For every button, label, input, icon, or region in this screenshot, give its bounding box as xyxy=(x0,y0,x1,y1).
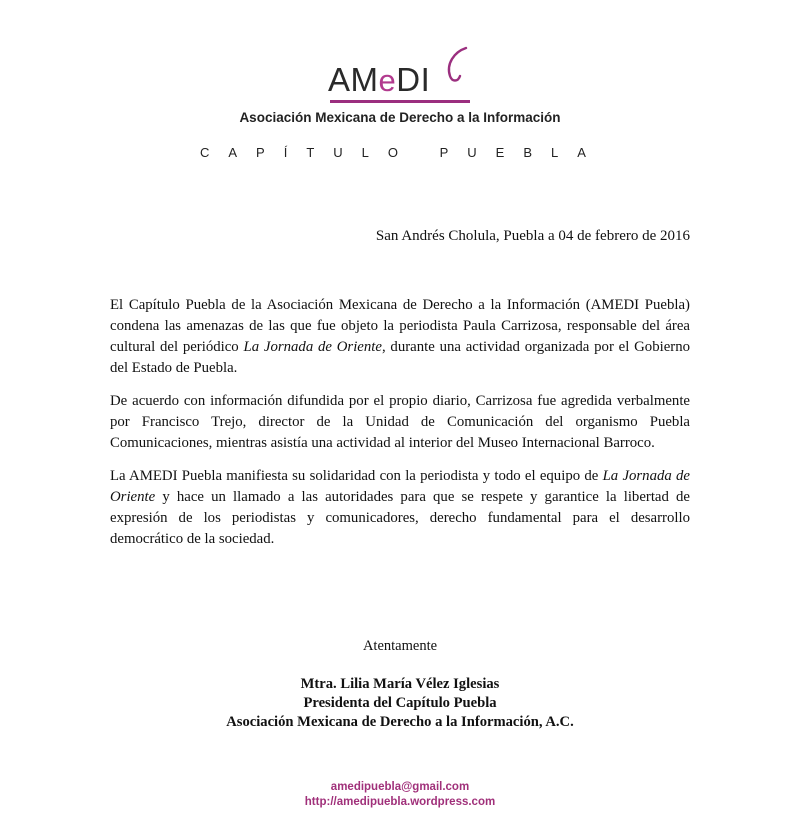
logo-underline xyxy=(330,100,470,103)
signer-organization: Asociación Mexicana de Derecho a la Información, A.C. xyxy=(226,714,574,730)
logo-wordmark: AMeDI xyxy=(328,61,431,98)
letter-body xyxy=(110,295,690,562)
contact-footer xyxy=(200,780,600,810)
salutation: Atentamente xyxy=(362,638,438,654)
footer-email[interactable]: amedipuebla@gmail.com xyxy=(330,781,470,793)
paragraph-2: De acuerdo con información difundida por el propio diario, Carrizosa fue agredida verbalmente por Francisco Trejo, director de la Unidad de Comunicación del organismo Puebla Comunicaciones, mientras asistía una actividad al interior del Museo Internacional Barroco. xyxy=(110,393,690,451)
organization-name: Asociación Mexicana de Derecho a la Información xyxy=(239,110,561,125)
amedi-logo xyxy=(328,58,472,106)
chapter-title: CAPÍTULO PUEBLA xyxy=(200,145,605,160)
paragraph-3: La AMEDI Puebla manifiesta su solidaridad con la periodista y todo el equipo de La Jornada de Oriente y hace un llamado a las autoridades para que se respete y garantice la libertad de expresión de los periodistas y comunicadores, derecho fundamental para el desarrollo democrático de la sociedad. xyxy=(110,468,690,547)
logo-flourish-icon xyxy=(436,46,476,86)
signature-block xyxy=(100,675,700,732)
paragraph-1: El Capítulo Puebla de la Asociación Mexicana de Derecho a la Información (AMEDI Puebla) condena las amenazas de las que fue objeto la periodista Paula Carrizosa, responsable del área cultural del periódico La Jornada de Oriente, durante una actividad organizada por el Gobierno del Estado de Puebla. xyxy=(110,297,690,376)
signer-role: Presidenta del Capítulo Puebla xyxy=(303,695,497,711)
signer-name: Mtra. Lilia María Vélez Iglesias xyxy=(300,676,500,692)
footer-website[interactable]: http://amedipuebla.wordpress.com xyxy=(304,796,496,808)
date-line: San Andrés Cholula, Puebla a 04 de febrero de 2016 xyxy=(375,228,690,244)
